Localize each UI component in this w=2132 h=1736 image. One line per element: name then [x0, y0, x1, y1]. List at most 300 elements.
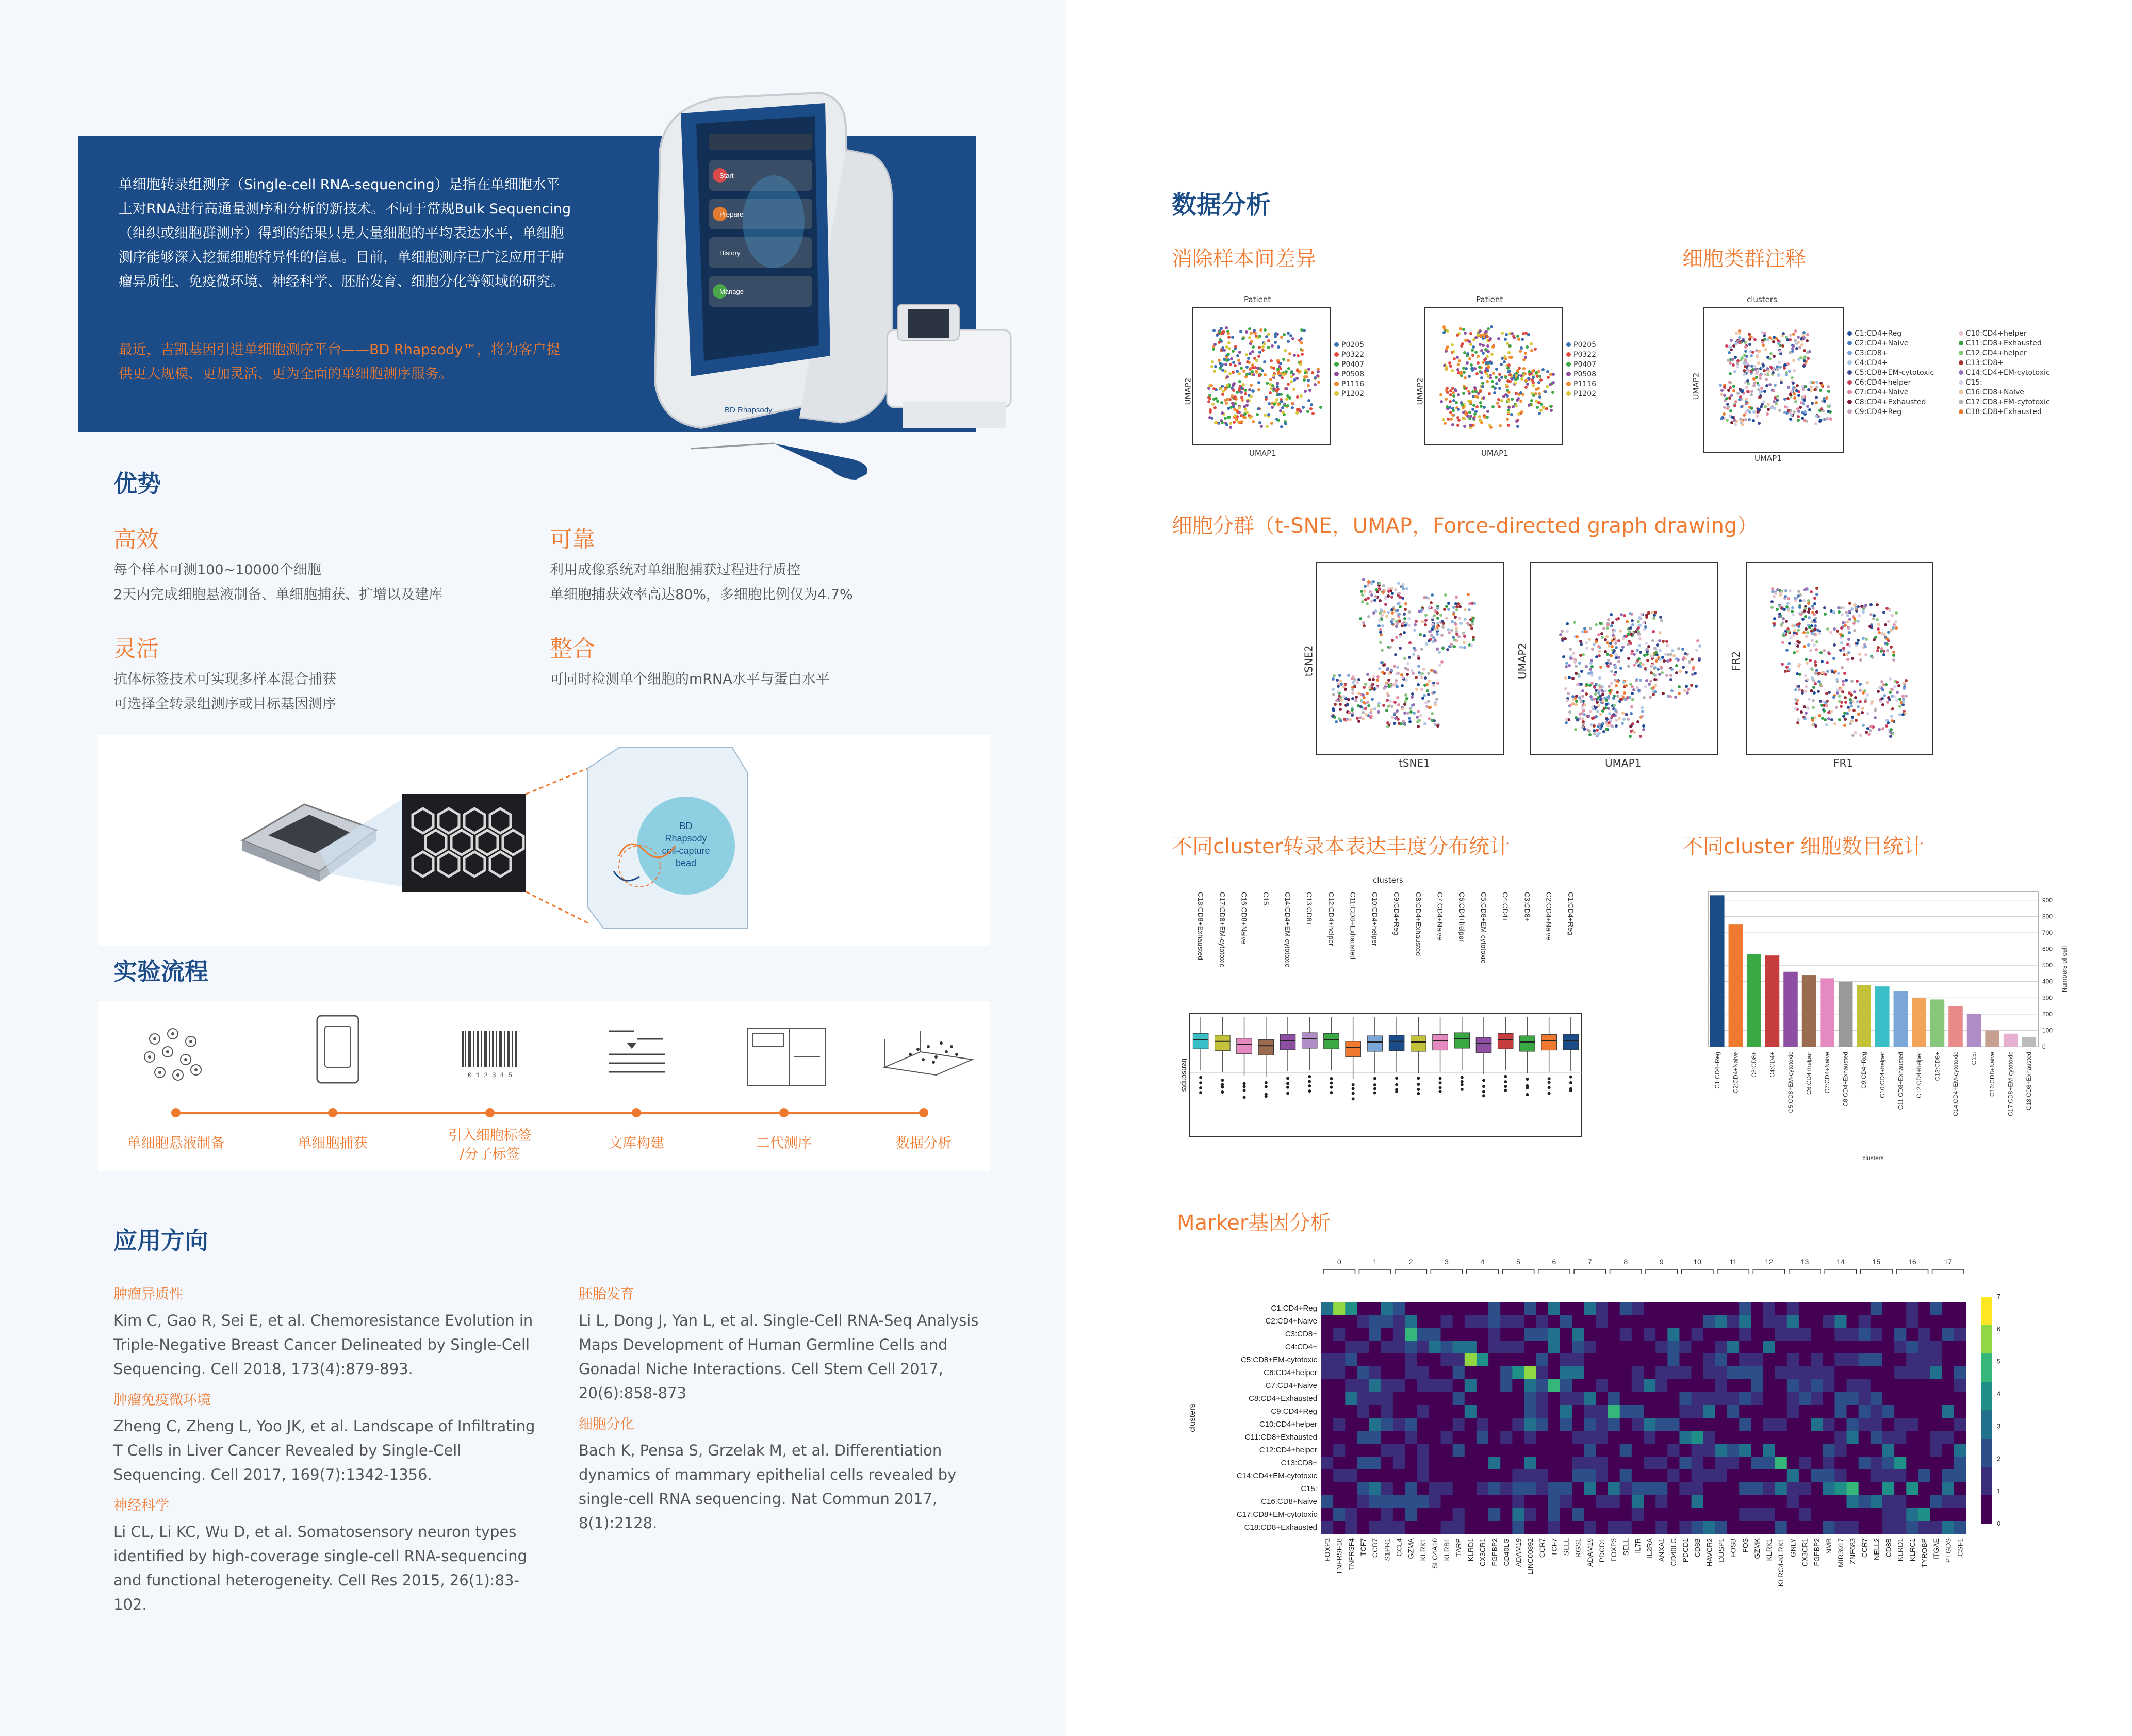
scatter-point [1389, 700, 1392, 703]
heatmap-cell [1787, 1431, 1799, 1444]
scatter-point [1773, 617, 1776, 620]
heatmap-cell [1524, 1469, 1537, 1483]
scatter-point [1681, 648, 1684, 651]
scatter-point [1767, 408, 1770, 411]
scatter-point [1896, 681, 1899, 684]
scatter-point [1862, 610, 1865, 614]
scatter-point [1424, 614, 1428, 617]
scatter-point [1567, 692, 1570, 695]
scatter-point [1638, 633, 1641, 636]
scatter-point [1869, 613, 1873, 616]
scatter-point [1770, 600, 1774, 603]
boxplot-category-label: C2:CD4+Naive [1545, 892, 1553, 940]
heatmap-cell [1739, 1444, 1751, 1457]
scatter-point [1287, 359, 1290, 362]
heatmap-cell [1644, 1457, 1656, 1470]
scatter-point [1589, 668, 1592, 671]
scatter-point [1670, 668, 1674, 671]
heatmap-cell [1715, 1469, 1728, 1483]
scatter-point [1800, 343, 1803, 346]
heatmap-cell [1715, 1521, 1728, 1534]
boxplot-category-label: C8:CD4+Exhausted [1414, 892, 1423, 956]
heatmap-cell [1679, 1302, 1692, 1315]
scatter-point [1661, 656, 1664, 659]
scatter-point [1380, 608, 1383, 611]
heatmap-cell [1727, 1366, 1740, 1380]
scatter-point [1431, 719, 1434, 722]
heatmap-cell [1667, 1431, 1680, 1444]
heatmap-cell [1512, 1431, 1524, 1444]
heatmap-cell [1596, 1521, 1608, 1534]
heatmap-cell [1620, 1353, 1632, 1367]
heatmap-cell [1548, 1302, 1561, 1315]
scatter-point [1458, 605, 1462, 608]
heatmap-cell [1333, 1392, 1346, 1406]
heatmap-cell [1500, 1495, 1513, 1509]
scatter-point [1826, 417, 1829, 420]
scatter-point [1882, 650, 1885, 653]
workflow-step-1: 单细胞悬液制备 [127, 1135, 225, 1151]
heatmap-cell [1440, 1405, 1453, 1418]
heatmap-column-label: 13 [1800, 1258, 1809, 1266]
heatmap-cell [1620, 1444, 1632, 1457]
boxplot-outlier [1439, 1081, 1442, 1084]
scatter-point [1276, 382, 1279, 385]
scatter-point [1807, 602, 1810, 605]
scatter-point [1404, 693, 1407, 697]
heatmap-cell [1477, 1379, 1489, 1393]
heatmap-cell [1703, 1302, 1716, 1315]
scatter-point [1392, 683, 1396, 686]
scatter-point [1517, 397, 1520, 400]
scatter-point [1723, 386, 1726, 389]
scatter-point [1764, 348, 1767, 351]
heatmap-cell [1632, 1495, 1644, 1509]
heatmap-cell [1548, 1341, 1561, 1354]
scatter-point [1589, 662, 1593, 665]
heatmap-cell [1859, 1469, 1871, 1483]
heatmap-cell [1357, 1521, 1369, 1534]
scatter-point [1851, 657, 1854, 660]
scatter-point [1288, 396, 1291, 400]
scatter-point [1250, 384, 1253, 387]
heatmap-cell [1775, 1495, 1787, 1509]
heatmap-cell [1894, 1379, 1907, 1393]
heatmap-cell [1345, 1315, 1357, 1328]
heatmap-cell [1679, 1353, 1692, 1367]
legend-item [1847, 358, 1948, 368]
scatter-point [1381, 614, 1384, 617]
heatmap-cell [1655, 1521, 1668, 1534]
scatter-point [1748, 410, 1751, 414]
heatmap-cell [1488, 1431, 1501, 1444]
boxplot-box [1280, 1034, 1295, 1050]
scatter-point [1629, 626, 1632, 630]
scatter-point [1876, 603, 1879, 606]
scatter-point [1878, 686, 1881, 689]
scatter-point [1622, 681, 1625, 684]
scatter-point [1401, 676, 1404, 679]
app-cat-tumor-heterogeneity: 肿瘤异质性 [113, 1286, 183, 1302]
heatmap-cell [1954, 1418, 1966, 1431]
scatter-point [1602, 627, 1605, 630]
scatter-point [1803, 717, 1807, 720]
scatter-point [1511, 398, 1514, 401]
scatter-point [1656, 643, 1659, 647]
heatmap-cell [1453, 1431, 1465, 1444]
scatter-point [1813, 602, 1816, 605]
scatter-point [1597, 645, 1600, 648]
heatmap-cell [1715, 1457, 1728, 1470]
scatter-point [1236, 391, 1239, 394]
boxplot-category-label: C9:CD4+Reg [1392, 892, 1401, 935]
boxplot-outlier [1352, 1097, 1355, 1100]
scatter-point [1452, 350, 1455, 353]
scatter-point [1791, 624, 1794, 627]
heatmap-cell [1679, 1508, 1692, 1522]
scatter-point [1573, 621, 1576, 624]
scatter-point [1723, 406, 1726, 409]
heatmap-cell [1692, 1418, 1704, 1431]
scatter-point [1244, 389, 1247, 392]
scatter-point [1446, 391, 1449, 394]
scatter-point [1743, 414, 1746, 417]
legend-item [1959, 368, 2064, 378]
heatmap-cell [1871, 1341, 1883, 1354]
patient-umap-plot-1 [1192, 307, 1331, 445]
scatter-point [1834, 670, 1837, 673]
heatmap-cell [1775, 1508, 1787, 1522]
scatter-point [1720, 417, 1723, 420]
scatter-point [1571, 677, 1575, 680]
scatter-point [1385, 709, 1388, 712]
applications-title: 应用方向 [113, 1227, 208, 1254]
boxplot-outlier [1330, 1077, 1333, 1080]
heatmap-cell [1333, 1431, 1346, 1444]
scatter-point [1613, 649, 1616, 652]
scatter-point [1451, 343, 1454, 346]
heatmap-cell [1596, 1341, 1608, 1354]
boxplot-category-label: C11:CD8+Exhausted [1349, 892, 1357, 960]
scatter-point [1852, 622, 1856, 625]
heatmap-column-label: 3 [1445, 1258, 1449, 1266]
scatter-point [1866, 693, 1869, 697]
heatmap-cell [1739, 1328, 1751, 1341]
legend-item [1959, 407, 2064, 417]
scatter-point [1598, 688, 1601, 691]
heatmap-cell [1787, 1366, 1799, 1380]
scatter-point [1566, 699, 1569, 702]
scatter-point [1758, 350, 1761, 353]
heatmap-cell [1429, 1508, 1441, 1522]
heatmap-row-label: C17:CD8+EM-cytotoxic [1236, 1510, 1317, 1519]
scatter-point [1898, 705, 1901, 708]
heatmap-cell [1727, 1457, 1740, 1470]
legend-item [1959, 378, 2064, 388]
scatter-point [1796, 384, 1799, 387]
heatmap-cell [1596, 1353, 1608, 1367]
scatter-point [1854, 731, 1857, 734]
scatter-point [1210, 384, 1213, 387]
legend-label: P0322 [1341, 351, 1365, 359]
heatmap-cell [1679, 1379, 1692, 1393]
heatmap-cell [1333, 1495, 1346, 1509]
heatmap-cell [1871, 1315, 1883, 1328]
heatmap-cell [1453, 1341, 1465, 1354]
scatter-point [1385, 615, 1388, 618]
boxplot-outlier [1439, 1090, 1442, 1093]
device-menu-start: Start [719, 172, 734, 179]
heatmap-gene-label: S1PR1 [1383, 1538, 1391, 1561]
heatmap-column-label: 11 [1729, 1258, 1737, 1266]
heatmap-cell [1751, 1379, 1763, 1393]
scatter-point [1344, 683, 1347, 686]
scatter-point [1812, 686, 1815, 689]
legend-label: C2:CD4+Naive [1855, 339, 1909, 348]
scatter-point [1364, 598, 1367, 601]
scatter-point [1225, 345, 1228, 349]
scatter-point [1785, 605, 1789, 608]
heatmap-cell [1644, 1431, 1656, 1444]
scatter-point [1827, 390, 1830, 393]
app-ref-neuroscience: Li CL, Li KC, Wu D, et al. Somatosensory neuron types identified by high-coverage single-cell RNA-sequencing and functional heterogeneity. Cell Res 2015, 26(1):83-102. [113, 1523, 527, 1613]
heatmap-cell [1512, 1341, 1524, 1354]
heatmap-cell [1536, 1328, 1549, 1341]
scatter-point [1469, 415, 1472, 418]
scatter-point [1864, 698, 1867, 701]
heatmap-cell [1763, 1431, 1775, 1444]
heatmap-cell [1405, 1444, 1417, 1457]
heatmap-cell [1417, 1379, 1429, 1393]
scatter-point [1853, 690, 1856, 693]
scatter-point [1783, 411, 1786, 414]
scatter-point [1479, 401, 1482, 404]
scatter-point [1242, 383, 1245, 386]
legend-swatch [1847, 351, 1852, 355]
scatter-point [1677, 647, 1680, 650]
scatter-point [1595, 623, 1598, 626]
scatter-point [1645, 679, 1648, 682]
scatter-point [1303, 329, 1306, 332]
legend-swatch [1847, 380, 1852, 385]
scatter-point [1384, 603, 1387, 606]
tsne-ylabel: tSNE2 [1302, 645, 1315, 677]
scatter-point [1506, 418, 1509, 421]
scatter-point [1347, 698, 1350, 701]
heatmap-cell [1739, 1457, 1751, 1470]
heatmap-cell [1847, 1353, 1859, 1367]
scatter-point [1261, 349, 1265, 352]
heatmap-cell [1512, 1379, 1524, 1393]
scatter-point [1440, 400, 1443, 403]
scatter-point [1865, 638, 1868, 641]
scatter-point [1492, 372, 1495, 375]
heatmap-cell [1488, 1457, 1501, 1470]
heatmap-cell [1620, 1482, 1632, 1496]
heatmap-gene-label: LINC00892 [1526, 1538, 1535, 1575]
scatter-point [1823, 709, 1826, 713]
heatmap-cell [1608, 1444, 1620, 1457]
heatmap-cell [1429, 1457, 1441, 1470]
scatter-point [1803, 588, 1807, 591]
heatmap-cell [1847, 1302, 1859, 1315]
scatter-point [1224, 417, 1227, 420]
heatmap-cell [1727, 1431, 1740, 1444]
scatter-point [1734, 423, 1737, 426]
heatmap-cell [1727, 1521, 1740, 1534]
heatmap-cell [1632, 1508, 1644, 1522]
legend-label: P0508 [1573, 370, 1597, 378]
heatmap-cell [1465, 1328, 1477, 1341]
heatmap-cell [1488, 1392, 1501, 1406]
scatter-point [1498, 378, 1501, 382]
scatter-point [1847, 638, 1850, 641]
scatter-point [1805, 635, 1808, 638]
scatter-point [1482, 352, 1485, 355]
scatter-point [1562, 655, 1565, 658]
scatter-point [1817, 672, 1821, 675]
heatmap-cell [1453, 1469, 1465, 1483]
heatmap-cell [1811, 1508, 1823, 1522]
scatter-point [1855, 719, 1858, 722]
scatter-point [1649, 696, 1652, 699]
boxplot-outlier [1265, 1081, 1268, 1084]
scatter-point [1588, 733, 1592, 736]
scatter-point [1756, 415, 1759, 418]
heatmap-gene-label: KLRK1 [1418, 1538, 1427, 1561]
heatmap-cell [1512, 1469, 1524, 1483]
scatter-point [1826, 627, 1829, 631]
scatter-point [1803, 399, 1806, 402]
bar-category-label: C8:CD4+Exhausted [1842, 1052, 1849, 1107]
heatmap-cell [1894, 1392, 1907, 1406]
scatter-point [1401, 597, 1404, 600]
scatter-point [1537, 387, 1540, 390]
scatter-point [1377, 710, 1380, 714]
heatmap-cell [1632, 1328, 1644, 1341]
heatmap-cell [1357, 1469, 1369, 1483]
scatter-point [1744, 365, 1747, 368]
scatter-point [1727, 405, 1730, 408]
heatmap-cell [1596, 1366, 1608, 1380]
heatmap-cell [1572, 1328, 1584, 1341]
scatter-point [1403, 631, 1406, 634]
scatter-point [1288, 352, 1291, 355]
scatter-point [1598, 654, 1601, 657]
scatter-point [1871, 700, 1874, 703]
heatmap-cell [1942, 1366, 1955, 1380]
heatmap-cell [1823, 1482, 1835, 1496]
heatmap-cell [1369, 1341, 1382, 1354]
scatter-point [1734, 342, 1737, 345]
scatter-point [1234, 364, 1237, 367]
scatter-point [1573, 660, 1577, 664]
scatter-point [1669, 678, 1672, 681]
scatter-point [1413, 629, 1416, 632]
heatmap-cell [1894, 1405, 1907, 1418]
heatmap-cell [1524, 1328, 1537, 1341]
scatter-point [1405, 587, 1408, 590]
scatter-point [1585, 665, 1588, 668]
heatmap-cell [1381, 1444, 1393, 1457]
heatmap-cell [1787, 1315, 1799, 1328]
heatmap-cell [1596, 1315, 1608, 1328]
scatter-point [1440, 634, 1444, 637]
scatter-point [1463, 371, 1466, 374]
intro-highlight: 最近，吉凯基因引进单细胞测序平台——BD Rhapsody™，将为客户提供更大规模、更加灵活、更为全面的单细胞测序服务。 [119, 342, 561, 382]
scatter-point [1630, 705, 1633, 708]
scatter-point [1516, 425, 1519, 428]
heatmap-cell [1500, 1302, 1513, 1315]
scatter-point [1758, 396, 1761, 399]
scatter-point [1474, 410, 1478, 413]
scatter-point [1859, 700, 1862, 703]
heatmap-cell [1417, 1444, 1429, 1457]
scatter-point [1739, 389, 1742, 392]
legend-swatch [1566, 372, 1571, 376]
scatter-point [1252, 373, 1255, 376]
scatter-point [1660, 619, 1663, 622]
heatmap-cell [1405, 1495, 1417, 1509]
scatter-point [1428, 680, 1431, 683]
heatmap-cell [1572, 1457, 1584, 1470]
bar-category-label: C13:CD8+ [1933, 1052, 1941, 1081]
boxplot-outlier [1330, 1081, 1333, 1084]
heatmap-cell [1667, 1508, 1680, 1522]
scatter-point [1797, 665, 1800, 668]
scatter-point [1519, 350, 1522, 353]
scatter-point [1828, 652, 1831, 655]
scatter-point [1273, 403, 1276, 406]
scatter-point [1793, 410, 1796, 414]
bar-category-label: C18:CD8+Exhausted [2025, 1052, 2033, 1111]
scatter-point [1382, 704, 1385, 707]
scatter-point [1393, 665, 1396, 668]
scatter-point [1379, 641, 1382, 644]
scatter-point [1274, 335, 1277, 338]
heatmap-cell [1894, 1495, 1907, 1509]
heatmap-cell [1942, 1353, 1955, 1367]
heatmap-gene-label: CD8B [1884, 1538, 1893, 1558]
scatter-point [1316, 374, 1319, 377]
heatmap-gene-label: SELL [1621, 1538, 1630, 1556]
heatmap-cell [1333, 1508, 1346, 1522]
heatmap-cell [1369, 1379, 1382, 1393]
heatmap-cell [1906, 1444, 1918, 1457]
scatter-point [1593, 724, 1596, 728]
heatmap-column-bracket [1538, 1269, 1570, 1274]
scatter-point [1397, 582, 1400, 585]
boxplot-outlier [1417, 1083, 1420, 1086]
scatter-point [1881, 697, 1884, 700]
scatter-point [1240, 420, 1243, 423]
heatmap-cell [1572, 1418, 1584, 1431]
scatter-point [1431, 593, 1434, 597]
scatter-point [1419, 633, 1422, 636]
heatmap-cell [1823, 1379, 1835, 1393]
heatmap-cell [1632, 1302, 1644, 1315]
heatmap-cell [1453, 1508, 1465, 1522]
heatmap-cell [1453, 1302, 1465, 1315]
barcode-icon [459, 1029, 521, 1080]
scatter-point [1631, 623, 1634, 626]
heatmap-cell [1644, 1353, 1656, 1367]
scatter-point [1888, 609, 1891, 612]
scatter-point [1776, 395, 1779, 398]
scatter-point [1519, 400, 1522, 403]
heatmap-colorbar-tick: 5 [1997, 1357, 2001, 1365]
heatmap-cell [1608, 1328, 1620, 1341]
